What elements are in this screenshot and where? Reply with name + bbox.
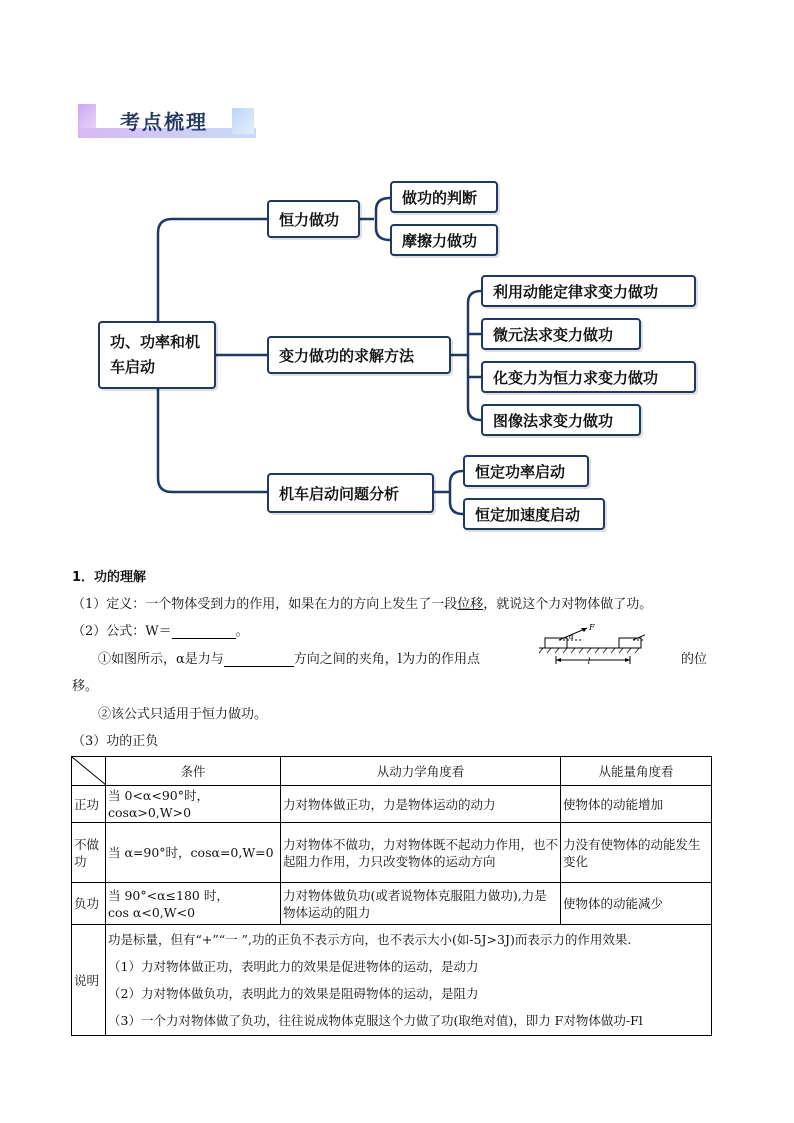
note-content	[106, 925, 712, 1036]
force-label: F	[589, 623, 595, 632]
condition-line: cos α<0,W<0	[108, 904, 196, 920]
row-energy: 力没有使物体的动能发生变化	[561, 823, 712, 883]
row-name: 不做功	[72, 823, 106, 883]
note-line: 功是标量，但有“+”“一 ”,功的正负不表示方向，也不表示大小(如-5J>3J)而表示力的作用效果.	[108, 932, 632, 947]
row-name: 正功	[72, 786, 106, 823]
row-dynamics: 力对物体做正功，力是物体运动的动力	[281, 786, 561, 823]
section-heading: 1．功的理解	[72, 570, 147, 585]
sign-heading: （3）功的正负	[72, 734, 159, 749]
row-condition	[106, 883, 281, 925]
note1-line	[98, 648, 480, 667]
note-line: （3）一个力对物体做了负功，往往说成物体克服这个力做了功(取绝对值)，即力 F对物体做功-Fl	[108, 1013, 643, 1028]
condition-line: 当 90°<α≤180 时，	[108, 887, 229, 903]
angle-label: α	[569, 633, 574, 641]
row-condition: 当 α=90°时，cosα=0,W=0	[106, 823, 281, 883]
note-line: （2）力对物体做负功，表明此力的效果是阻碍物体的运动，是阻力	[108, 986, 479, 1001]
mindmap-leaf: 摩擦力做功	[390, 224, 498, 256]
note-label: 说明	[72, 925, 106, 1036]
mindmap-leaf: 图像法求变力做功	[481, 404, 641, 436]
row-energy: 使物体的动能增加	[561, 786, 712, 823]
definition-prefix: （1）定义：一个物体受到力的作用，如果在力的方向上发生了一段	[72, 597, 458, 612]
row-dynamics: 力对物体做负功(或者说物体克服阻力做功),力是物体运动的阻力	[281, 883, 561, 925]
work-sign-table	[71, 756, 712, 1036]
row-dynamics: 力对物体不做功，力对物体既不起动力作用，也不起阻力作用，力只改变物体的运动方向	[281, 823, 561, 883]
formula-line	[72, 620, 249, 639]
formula-blank	[172, 624, 236, 639]
angle-blank	[224, 652, 294, 667]
mindmap-leaf: 做功的判断	[390, 181, 498, 213]
note2-line: ②该公式只适用于恒力做功。	[98, 707, 268, 722]
mindmap-leaf: 恒定加速度启动	[463, 498, 605, 530]
definition-line	[72, 593, 652, 612]
displacement-figure	[537, 620, 645, 666]
table-note-row	[72, 925, 712, 1036]
table-header-row	[72, 757, 712, 786]
table-header: 条件	[106, 757, 281, 786]
note1-prefix: ①如图所示，α是力与	[98, 652, 224, 667]
mindmap-branch: 恒力做功	[267, 200, 360, 238]
table-row	[72, 786, 712, 823]
banner-title: 考点梳理	[120, 110, 208, 134]
formula-suffix: 。	[235, 624, 249, 639]
mindmap-leaf: 化变力为恒力求变力做功	[481, 361, 696, 393]
definition-keyword: 位移	[457, 597, 484, 612]
row-energy: 使物体的动能减少	[561, 883, 712, 925]
table-header: 从能量角度看	[561, 757, 712, 786]
row-condition: 当 0<α<90°时，cosα>0,W>0	[106, 786, 281, 823]
diagonal-header-cell	[72, 757, 106, 786]
mindmap-leaf: 恒定功率启动	[463, 455, 589, 487]
displacement-label: l	[587, 657, 591, 666]
row-name: 负功	[72, 883, 106, 925]
mindmap-branch: 机车启动问题分析	[267, 473, 434, 513]
note-line: （1）力对物体做正功，表明此力的效果是促进物体的运动，是动力	[108, 959, 479, 974]
table-row	[72, 883, 712, 925]
mindmap-root: 功、功率和机车启动	[98, 321, 216, 389]
note1-mid: 方向之间的夹角，l为力的作用点	[293, 652, 480, 667]
definition-suffix: ，就说这个力对物体做了功。	[483, 597, 653, 612]
table-header: 从动力学角度看	[281, 757, 561, 786]
mindmap-leaf: 微元法求变力做功	[481, 318, 641, 350]
note1-continuation: 移。	[72, 679, 99, 694]
formula-prefix: （2）公式：W＝	[72, 624, 172, 639]
table-row	[72, 823, 712, 883]
mindmap-branch: 变力做功的求解方法	[267, 336, 451, 374]
note1-end: 的位	[681, 652, 708, 667]
mindmap-leaf: 利用动能定律求变力做功	[481, 275, 696, 307]
